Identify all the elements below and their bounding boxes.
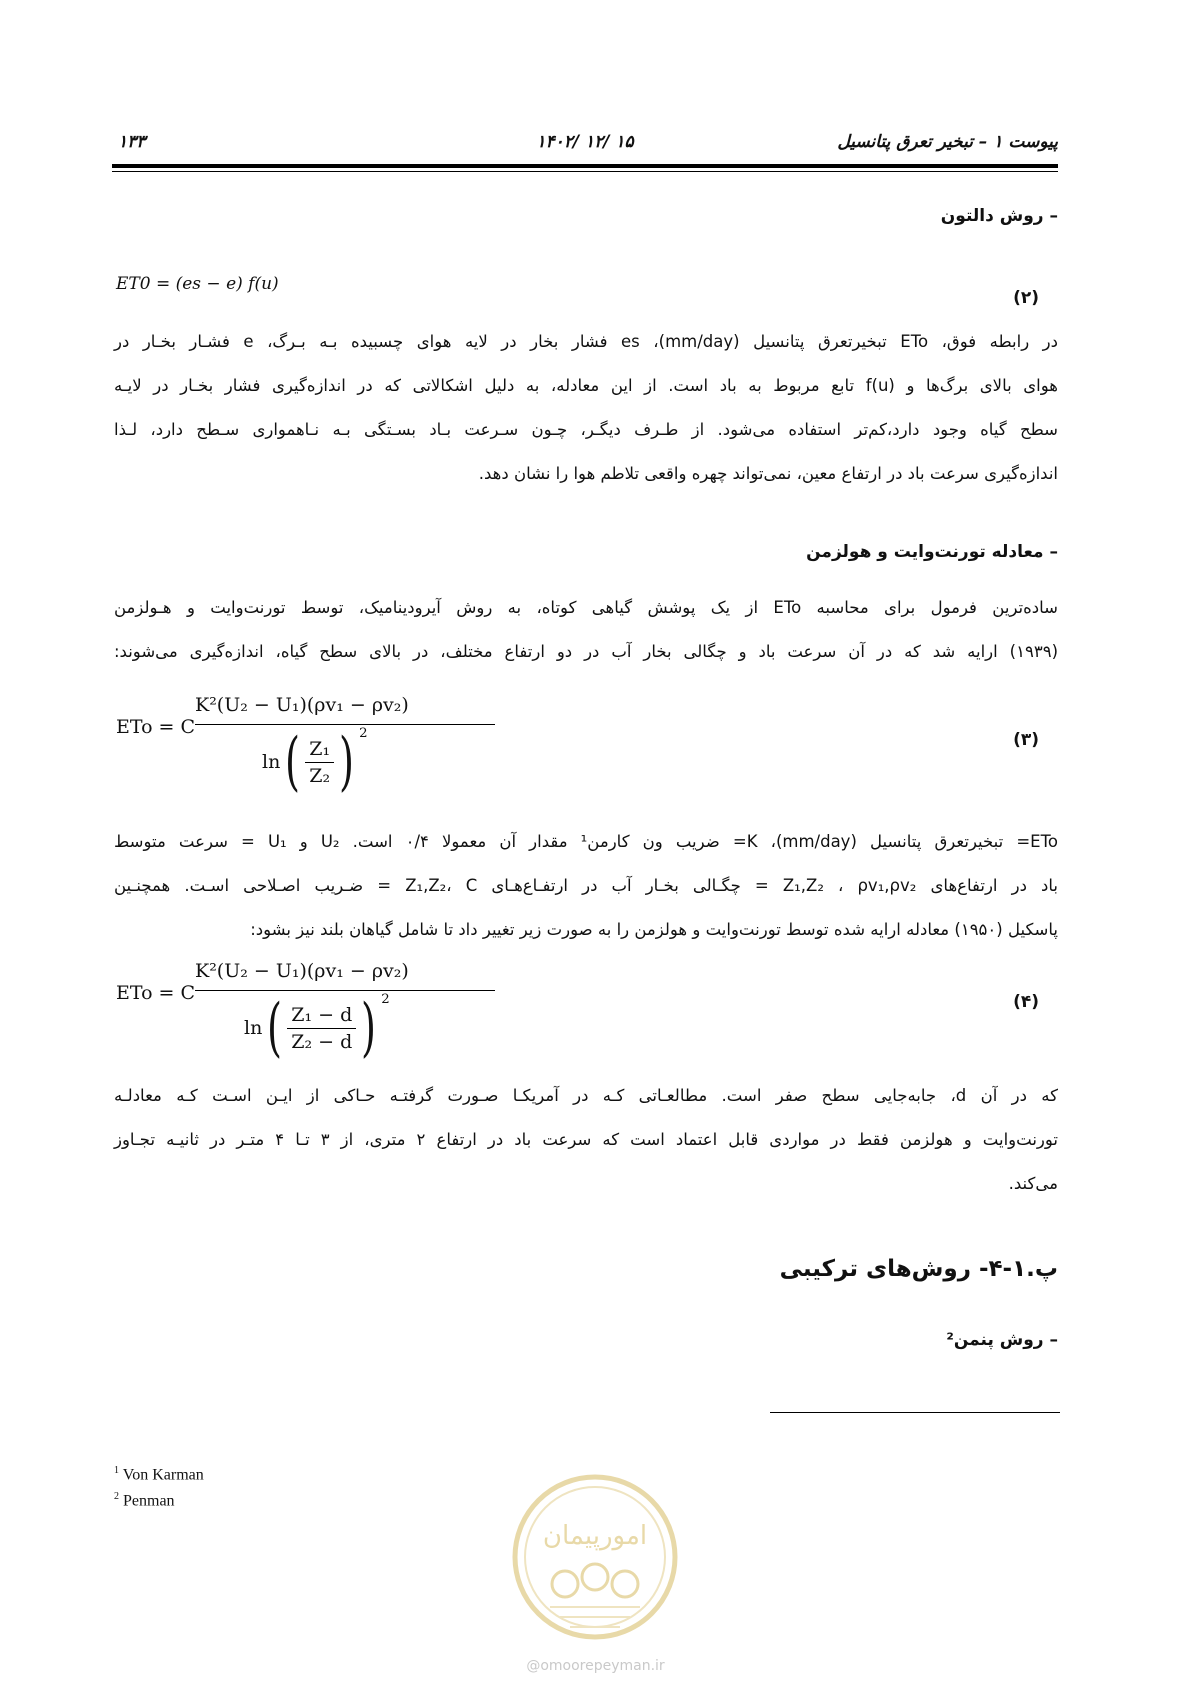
page-header — [112, 128, 1058, 158]
equation-4-den-top: Z₁ − d — [287, 1002, 356, 1029]
equation-2-formula: ET0 = (es − e) f(u) — [116, 274, 279, 294]
header-date: ۱۴۰۲/ ۱۲/ ۱۵ — [536, 132, 634, 152]
thornthwaite-paragraph — [114, 586, 1058, 674]
paragraph-line: اندازه‌گیری سرعت باد در ارتفاع معین، نمی‌تواند چهره واقعی تلاطم هوا را نشان دهد. — [478, 464, 1058, 483]
paragraph-line: ساده‌ترین فرمول برای محاسبه ETo از یک پوشش گیاهی کوتاه، به روش آیرودینامیک، توسط تورنت‌وایت و هـولزمن — [114, 598, 1058, 617]
equation-3-den-bottom: Z₂ — [309, 764, 331, 787]
header-rule-thin — [112, 171, 1058, 172]
paragraph-line: در رابطه فوق، ETo تبخیرتعرق پتانسیل (mm/day)، es فشار بخار در لایه هوای چسبیده بـه بـرگ، e فشـار بخـار در — [114, 332, 1058, 351]
equation-2 — [116, 274, 279, 294]
footnote-item: $^2$ Penman — [114, 1491, 175, 1510]
page-number: ۱۳۳ — [118, 132, 146, 152]
equation-3-numerator: K²(U₂ − U₁)(ρv₁ − ρv₂) — [195, 694, 409, 716]
equation-3-den-top: Z₁ — [305, 736, 334, 763]
dalton-heading: – روش دالتون — [940, 206, 1058, 226]
paragraph-line: پاسکیل (۱۹۵۰) معادله ارایه شده توسط تورنت‌وایت و هولزمن را به صورت زیر تغییر داد تا شامل گیاهان بلند نیز بشود: — [250, 920, 1058, 939]
paragraph-line: باد در ارتفاع‌های Z₁,Z₂ ، ρv₁,ρv₂ = چگـالی بخـار آب در ارتفـاع‌هـای Z₁,Z₂، C = ضـریب اصـلاحی اسـت. همچنـین — [114, 876, 1058, 895]
header-rule-thick — [112, 164, 1058, 168]
equation-3-number: (۳) — [1013, 730, 1039, 750]
paragraph-line: هوای بالای برگ‌ها و f(u) تابع مربوط به باد است. از این معادله، به دلیل اشکالاتی که در اندازه‌گیری فشار بخـار در لایـه — [114, 376, 1058, 395]
closing-paragraph — [114, 1074, 1058, 1206]
watermark-logo — [510, 1472, 680, 1642]
footnotes — [114, 1460, 204, 1513]
definitions-paragraph — [114, 820, 1058, 952]
paragraph-line: می‌کند. — [1008, 1174, 1058, 1193]
paragraph-line: ETo= تبخیرتعرق پتانسیل (mm/day)، K= ضریب ون کارمن¹ مقدار آن معمولا ۰/۴ است. U₂ و U₁ = سرعت متوسط — [114, 832, 1058, 851]
paragraph-line: سطح گیاه وجود دارد،کم‌تر استفاده می‌شود. از طـرف دیگـر، چـون سـرعت بـاد بسـتگی بـه نـاهمواری سـطح دارد، لـذا — [114, 420, 1058, 439]
paragraph-line: که در آن d، جابه‌جایی سطح صفر است. مطالعـاتی کـه در آمریکـا صـورت گرفتـه حـاکی از ایـن اسـت کـه معادلـه — [114, 1086, 1058, 1105]
combined-methods-heading: پ.۱-۴- روش‌های ترکیبی — [779, 1256, 1058, 1282]
fraction-bar — [195, 990, 495, 991]
footnote-item: $^1$ Von Karman — [114, 1465, 204, 1484]
equation-4-number: (۴) — [1013, 992, 1039, 1012]
paragraph-line: (۱۹۳۹) ارایه شد که در آن سرعت باد و چگالی بخار آب در دو ارتفاع مختلف، در بالای سطح گیاه، اندازه‌گیری می‌شوند: — [114, 642, 1058, 661]
equation-3-denominator: ln( $\frac{\text{Z₁}}{\text{Z₂}}$ ) $^2$ — [262, 725, 368, 799]
watermark-url: @omoorepeyman.ir — [526, 1658, 665, 1674]
logo-text: امورپیمان — [542, 1521, 648, 1551]
thornthwaite-heading: – معادله تورنت‌وایت و هولزمن — [806, 542, 1058, 562]
dalton-paragraph — [114, 320, 1058, 496]
equation-4-lhs: ETo = C — [116, 982, 196, 1004]
equation-2-number: (۲) — [1013, 288, 1039, 308]
equation-4-den-bottom: Z₂ − d — [291, 1030, 353, 1053]
equation-4-denominator: ln( $\frac{\text{Z₁ − d}}{\text{Z₂ − d}}$ ) $^2$ — [244, 991, 390, 1065]
header-title: پیوست ۱ – تبخیر تعرق پتانسیل — [837, 132, 1058, 152]
paragraph-line: تورنت‌وایت و هولزمن فقط در مواردی قابل اعتماد است که سرعت باد در ارتفاع ۲ متری، از ۳ تـا ۴ متـر در ثانیـه تجـاوز — [114, 1130, 1058, 1149]
equation-4-numerator: K²(U₂ − U₁)(ρv₁ − ρv₂) — [195, 960, 409, 982]
penman-heading: – روش پنمن² — [946, 1330, 1058, 1350]
equation-3-lhs: ETo = C — [116, 716, 196, 738]
footnote-rule — [770, 1412, 1060, 1413]
